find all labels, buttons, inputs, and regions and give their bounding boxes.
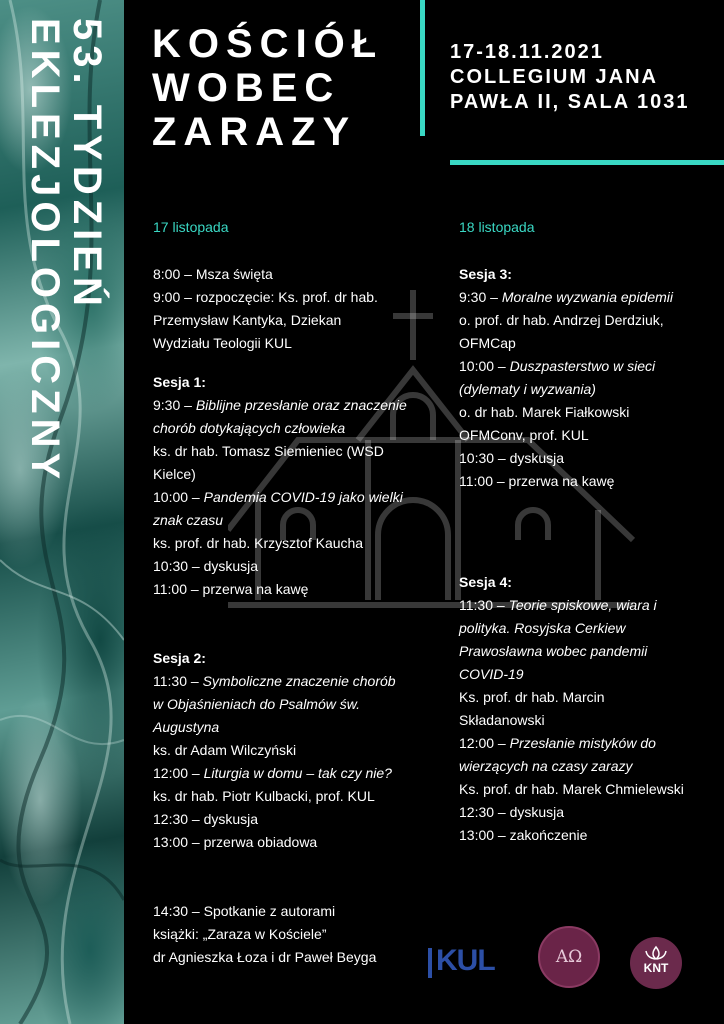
schedule-line: [153, 394, 407, 417]
schedule-line: OFMConv, prof. KUL: [459, 427, 589, 443]
session-1-label: Sesja 1:: [153, 374, 206, 390]
day1-schedule: [153, 263, 407, 969]
schedule-line: dr Agnieszka Łoza i dr Paweł Beyga: [153, 949, 377, 965]
schedule-line: [459, 594, 684, 617]
talk-title: Duszpasterstwo w sieci: [509, 358, 656, 374]
schedule-line: OFMCap: [459, 335, 516, 351]
talk-title: Pandemia COVID-19 jako wielki: [203, 489, 403, 505]
talk-title: polityka. Rosyjska Cerkiew: [459, 620, 626, 636]
talk-title: Moralne wyzwania epidemii: [501, 289, 674, 305]
knt-logo-text: KNT: [643, 961, 669, 975]
talk-title: COVID-19: [459, 666, 524, 682]
talk-title: Symboliczne znaczenie chorób: [202, 673, 396, 689]
knt-logo: [630, 937, 682, 989]
day1-label: 17 listopada: [153, 219, 229, 235]
schedule-line: Ks. prof. dr hab. Marcin: [459, 689, 605, 705]
schedule-line: książki: „Zaraza w Kościele”: [153, 926, 327, 942]
time: 9:30 –: [153, 397, 196, 413]
event-date: 17-18.11.2021: [450, 41, 604, 63]
accent-horizontal-line: [450, 160, 724, 165]
schedule-line: [459, 355, 684, 378]
time: 9:30 –: [459, 289, 502, 305]
time: 11:30 –: [153, 673, 203, 689]
schedule-line: [459, 663, 684, 686]
schedule-line: [153, 693, 407, 716]
schedule-line: Ks. prof. dr hab. Marek Chmielewski: [459, 781, 684, 797]
schedule-line: 12:30 – dyskusja: [153, 811, 259, 827]
schedule-line: [153, 670, 407, 693]
time: 10:00 –: [153, 489, 204, 505]
schedule-line: 10:30 – dyskusja: [153, 558, 259, 574]
schedule-line: 11:00 – przerwa na kawę: [459, 473, 615, 489]
vertical-title: [24, 18, 108, 548]
time: 10:00 –: [459, 358, 510, 374]
schedule-line: [459, 755, 684, 778]
schedule-line: Przemysław Kantyka, Dziekan: [153, 312, 342, 328]
talk-title: Prawosławna wobec pandemii: [459, 643, 648, 659]
schedule-line: [153, 486, 407, 509]
talk-title: Augustyna: [153, 719, 220, 735]
schedule-line: ks. dr Adam Wilczyński: [153, 742, 297, 758]
schedule-line: 13:00 – przerwa obiadowa: [153, 834, 318, 850]
talk-title: wierzących na czasy zarazy: [459, 758, 633, 774]
schedule-line: [459, 640, 684, 663]
schedule-line: Kielce): [153, 466, 196, 482]
schedule-line: [153, 417, 407, 440]
talk-title: znak czasu: [153, 512, 224, 528]
main-title: [152, 22, 412, 154]
event-venue-line1: COLLEGIUM JANA: [450, 66, 658, 88]
vertical-title-line1: 53. TYDZIEŃ: [65, 18, 109, 311]
schedule-line: [153, 509, 407, 532]
day2-label: 18 listopada: [459, 219, 535, 235]
talk-title: chorób dotykających człowieka: [153, 420, 346, 436]
schedule-line: [459, 732, 684, 755]
talk-title: Liturgia w domu – tak czy nie?: [203, 765, 392, 781]
schedule-line: 10:30 – dyskusja: [459, 450, 565, 466]
kul-logo: [426, 940, 502, 986]
event-venue-line2: PAWŁA II, SALA 1031: [450, 91, 690, 113]
talk-title: (dylematy i wyzwania): [459, 381, 596, 397]
accent-vertical-line: [420, 0, 425, 136]
talk-title: w Objaśnieniach do Psalmów św.: [153, 696, 360, 712]
session-2-label: Sesja 2:: [153, 650, 206, 666]
session-4-label: Sesja 4:: [459, 574, 512, 590]
schedule-line: 12:30 – dyskusja: [459, 804, 565, 820]
time: 11:30 –: [459, 597, 509, 613]
day2-schedule: [459, 263, 684, 847]
schedule-line: [459, 617, 684, 640]
marble-strip: [0, 0, 124, 1024]
schedule-line: ks. dr hab. Piotr Kulbacki, prof. KUL: [153, 788, 375, 804]
schedule-line: [459, 378, 684, 401]
talk-title: Teorie spiskowe, wiara i: [508, 597, 657, 613]
main-title-line3: ZARAZY: [152, 110, 357, 154]
schedule-line: 9:00 – rozpoczęcie: Ks. prof. dr hab.: [153, 289, 378, 305]
time: 12:00 –: [459, 735, 510, 751]
main-title-line1: KOŚCIÓŁ: [152, 22, 384, 66]
schedule-line: ks. dr hab. Tomasz Siemieniec (WSD: [153, 443, 384, 459]
kul-logo-bar: [428, 948, 432, 978]
schedule-line: 14:30 – Spotkanie z autorami: [153, 903, 336, 919]
session-3-label: Sesja 3:: [459, 266, 512, 282]
schedule-line: [153, 762, 407, 785]
main-title-line2: WOBEC: [152, 66, 341, 110]
time: 12:00 –: [153, 765, 204, 781]
schedule-line: ks. prof. dr hab. Krzysztof Kaucha: [153, 535, 364, 551]
schedule-line: o. prof. dr hab. Andrzej Derdziuk,: [459, 312, 664, 328]
schedule-line: [153, 716, 407, 739]
vertical-title-line2: EKLEZJOLOGICZNY: [23, 18, 67, 485]
alpha-omega-logo-text: ΑΩ: [555, 947, 583, 967]
schedule-line: 8:00 – Msza święta: [153, 266, 273, 282]
schedule-line: 11:00 – przerwa na kawę: [153, 581, 309, 597]
schedule-line: 13:00 – zakończenie: [459, 827, 588, 843]
talk-title: Biblijne przesłanie oraz znaczenie: [195, 397, 407, 413]
alpha-omega-logo: [538, 926, 600, 988]
schedule-line: Wydziału Teologii KUL: [153, 335, 292, 351]
kul-logo-text: KUL: [436, 944, 495, 977]
event-info: [450, 40, 720, 115]
schedule-line: Składanowski: [459, 712, 545, 728]
talk-title: Przesłanie mistyków do: [509, 735, 656, 751]
schedule-line: o. dr hab. Marek Fiałkowski: [459, 404, 630, 420]
schedule-line: [459, 286, 684, 309]
